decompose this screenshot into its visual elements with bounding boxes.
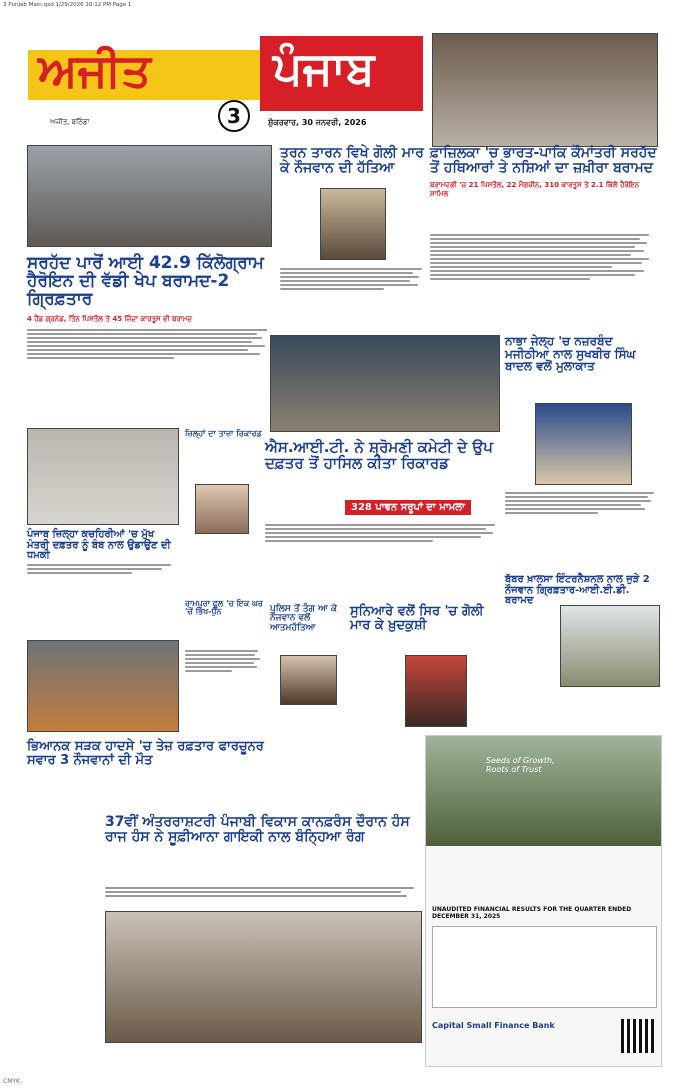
- photo-police-heroin: [27, 145, 272, 247]
- fazilka-body: [430, 232, 658, 324]
- photo-sit-visit: [270, 335, 500, 432]
- accident-story: [27, 740, 267, 810]
- fazilka-headline: ਫ਼ਾਜ਼ਿਲਕਾ 'ਚ ਭਾਰਤ-ਪਾਕਿ ਕੌਮਾਂਤਰੀ ਸਰਹੱਦ ਤੋਂ ਹਥਿਆਰਾਂ ਤੇ ਨਸ਼ਿਆਂ ਦਾ ਜ਼ਖ਼ੀਰਾ ਬਰਾਮਦ: [430, 145, 657, 176]
- heroin-story: [27, 255, 272, 425]
- minister-note: [185, 430, 263, 560]
- ad-bank-name: Capital Small Finance Bank: [432, 1021, 555, 1030]
- fazilka-subhead: ਬਰਾਮਦਗੀ 'ਚ 21 ਪਿਸਤੌਲ, 22 ਮੈਗਜ਼ੀਨ, 310 ਕਾਰਤੂਸ ਤੇ 2.1 ਕਿੱਲੋ ਹੈਰੋਇਨ ਸ਼ਾਮਿਲ: [430, 181, 640, 199]
- photo-ied: [560, 605, 660, 687]
- sit-headline: ਐਸ.ਆਈ.ਟੀ. ਨੇ ਸ਼੍ਰੋਮਣੀ ਕਮੇਟੀ ਦੇ ਉਪ ਦਫ਼ਤਰ ਤੋਂ ਹਾਸਿਲ ਕੀਤਾ ਰਿਕਾਰਡ: [265, 438, 493, 472]
- heroin-body: [27, 327, 272, 361]
- babbar-headline: ਬੱਬਰ ਖ਼ਾਲਸਾ ਇੰਟਰਨੈਸ਼ਨਲ ਨਾਲ ਜੁੜੇ 2 ਨੌਜਵਾਨ ਗ੍ਰਿਫ਼ਤਾਰ-ਆਈ.ਈ.ਡੀ. ਬਰਾਮਦ: [505, 574, 650, 606]
- photo-minister: [195, 484, 249, 534]
- ad-results-title: UNAUDITED FINANCIAL RESULTS FOR THE QUARTER ENDED DECEMBER 31, 2025: [432, 906, 632, 920]
- conference-story: [105, 815, 420, 1065]
- conference-body: [105, 885, 420, 899]
- ad-table: [432, 926, 657, 1008]
- photo-victim: [320, 188, 386, 260]
- bank-ad: [425, 735, 662, 1067]
- photo-jeweller: [405, 655, 467, 727]
- sit-tag: 328 ਪਾਵਨ ਸਰੂਪਾਂ ਦਾ ਮਾਮਲਾ: [345, 500, 471, 515]
- masthead-left-word: ਅਜੀਤ: [38, 43, 151, 97]
- tarn-taran-headline: ਤਰਨ ਤਾਰਨ ਵਿਖੇ ਗੋਲੀ ਮਾਰ ਕੇ ਨੌਜਵਾਨ ਦੀ ਹੱਤਿਆ: [280, 145, 424, 176]
- footer-label: CMYK: [3, 1078, 20, 1085]
- print-info: 3 Punjab Main.qxd 1/29/2026 10:12 PM Page 1: [3, 2, 132, 8]
- majithia-body: [505, 490, 660, 516]
- babbar-story: [505, 575, 660, 735]
- masthead: [28, 36, 423, 136]
- sit-story: [265, 440, 505, 590]
- print-info-strip: [0, 0, 687, 10]
- footer-marks: [0, 1076, 687, 1089]
- tarn-taran-story: [280, 146, 428, 326]
- heroin-headline: ਸਰਹੱਦ ਪਾਰੋਂ ਆਈ 42.9 ਕਿੱਲੋਗ੍ਰਾਮ ਹੈਰੋਇਨ ਦੀ ਵੱਡੀ ਖੇਪ ਬਰਾਮਦ-2 ਗ੍ਰਿਫ਼ਤਾਰ: [27, 253, 264, 309]
- court-headline: ਪੰਜਾਬ ਜ਼ਿਲ੍ਹਾ ਕਚਹਿਰੀਆਂ 'ਚ ਮੁੱਖ ਮੰਤਰੀ ਦਫ਼ਤਰ ਨੂੰ ਬੰਬ ਨਾਲ ਉਡਾਉਣ ਦੀ ਧਮਕੀ: [27, 529, 171, 561]
- photo-accident: [27, 640, 179, 732]
- photo-youth: [280, 655, 337, 705]
- minister-note-headline: ਜ਼ਿਲ੍ਹਾਂ ਦਾ ਤਾਜ਼ਾ ਰਿਕਾਰਡ: [185, 429, 262, 438]
- masthead-date: ਸ਼ੁੱਕਰਵਾਰ, 30 ਜਨਵਰੀ, 2026: [268, 118, 367, 127]
- accident-headline: ਭਿਆਨਕ ਸੜਕ ਹਾਦਸੇ 'ਚ ਤੇਜ਼ ਰਫ਼ਤਾਰ ਫਾਰਚੂਨਰ ਸਵਾਰ 3 ਨੌਜਵਾਨਾਂ ਦੀ ਮੌਤ: [27, 739, 264, 768]
- tarn-taran-body: [280, 266, 428, 292]
- police-suicide-headline: ਪੁਲਿਸ ਤੋਂ ਤੰਗ ਆ ਕੇ ਨੌਜਵਾਨ ਵਲੋਂ ਆਤਮਹੱਤਿਆ: [270, 604, 338, 633]
- rampura-body: [185, 648, 263, 674]
- jeweller-headline: ਸੁਨਿਆਰੇ ਵਲੋਂ ਸਿਰ 'ਚ ਗੋਲੀ ਮਾਰ ਕੇ ਖ਼ੁਦਕੁਸ਼ੀ: [350, 604, 484, 633]
- ad-banner-text: Seeds of Growth, Roots of Trust: [486, 756, 555, 774]
- page-number-badge: 3: [218, 100, 250, 132]
- fazilka-story: [430, 146, 658, 326]
- police-suicide-story: [270, 605, 345, 765]
- photo-sukhbir: [535, 403, 632, 485]
- rampura-story: [185, 600, 263, 730]
- photo-court-complex: [27, 428, 179, 525]
- photo-conference: [105, 911, 422, 1043]
- masthead-right-word: ਪੰਜਾਬ: [273, 41, 375, 95]
- masthead-city: ਅਜੀਤ, ਬਠਿੰਡਾ: [50, 118, 90, 126]
- ad-banner-image: [426, 736, 661, 846]
- court-body: [27, 562, 177, 576]
- court-story: [27, 530, 177, 590]
- ad-qr-code: [621, 1019, 655, 1053]
- rampura-headline: ਰਾਮਪੁਰਾ ਫੂਲ 'ਚ ਇਕ ਘਰ 'ਚੋਂ ਭਿੱਖ-ਧੁੰਨ: [185, 599, 263, 617]
- sit-body: [265, 522, 505, 544]
- conference-headline: 37ਵੀਂ ਅੰਤਰਰਾਸ਼ਟਰੀ ਪੰਜਾਬੀ ਵਿਕਾਸ ਕਾਨਫ਼ਰੰਸ ਦੌਰਾਨ ਹੰਸ ਰਾਜ ਹੰਸ ਨੇ ਸੂਫ਼ੀਆਨਾ ਗਾਇਕੀ ਨਾਲ ਬੰਨ੍ਹਿਆ ਰੰਗ: [105, 814, 410, 845]
- photo-fazilka-seizure: [432, 33, 658, 147]
- heroin-subhead: 4 ਹੈਂਡ ਗ੍ਰਨੇਡ, ਤਿੰਨ ਪਿਸਤੌਲ ਤੇ 45 ਜ਼ਿੰਦਾ ਕਾਰਤੂਸ ਵੀ ਬਰਾਮਦ: [27, 314, 193, 323]
- majithia-headline: ਨਾਭਾ ਜੇਲ੍ਹ 'ਚ ਨਜ਼ਰਬੰਦ ਮਜੀਠੀਆ ਨਾਲ ਸੁਖਬੀਰ ਸਿੰਘ ਬਾਦਲ ਵਲੋਂ ਮੁਲਾਕਾਤ: [505, 334, 636, 374]
- majithia-story: [505, 335, 660, 565]
